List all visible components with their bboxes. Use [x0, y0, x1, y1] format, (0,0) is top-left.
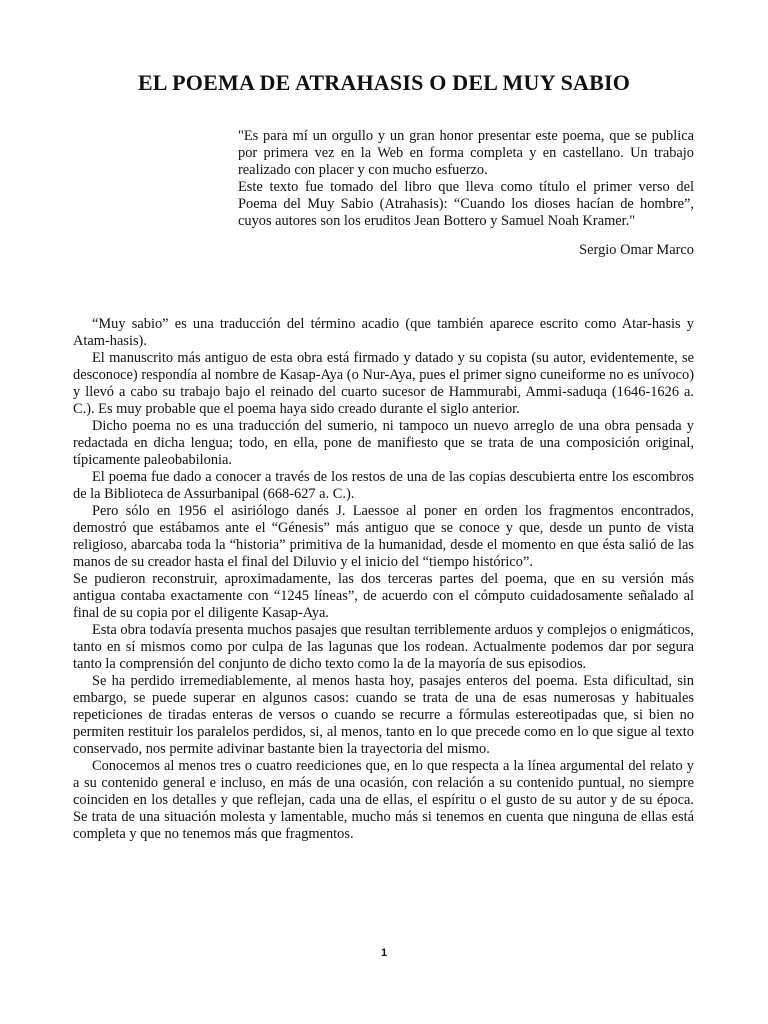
epigraph-block [238, 128, 694, 259]
body-paragraph: El poema fue dado a conocer a través de los restos de una de las copias descubierta entre los escombros de la Biblioteca de Assurbanipal (668-627 a. C.). [73, 469, 694, 502]
epigraph-author: Sergio Omar Marco [579, 242, 694, 258]
body-paragraph: Pero sólo en 1956 el asiriólogo danés J. Laessoe al poner en orden los fragmentos encontrados, demostró que estábamos ante el “Génesis” más antiguo que se conoce y que, desde un punto de vista religioso, abarcaba toda la “historia” primitiva de la humanidad, desde el momento en que ésta salió de las manos de su creador hasta el final del Diluvio y el inicio del “tiempo histórico”. [73, 503, 694, 570]
page-number: 1 [380, 947, 388, 959]
body-paragraph: Se ha perdido irremediablemente, al menos hasta hoy, pasajes enteros del poema. Esta dificultad, sin embargo, se puede superar en algunos casos: cuando se trata de una de esas numerosas y habituales repeticiones de tiradas enteras de versos o cuando se recurre a fórmulas estereotipadas que, si bien no permiten restituir los paralelos perdidos, si, al menos, tanto en lo que precede como en lo que sigue al texto conservado, nos permite adivinar bastante bien la trayectoria del mismo. [73, 673, 694, 757]
body-paragraph: Esta obra todavía presenta muchos pasajes que resultan terriblemente arduos y complejos o enigmáticos, tanto en sí mismos como por culpa de las lagunas que los rodean. Actualmente podemos dar por segura tanto la comprensión del conjunto de dicho texto como la de la mayoría de sus episodios. [73, 622, 694, 672]
epigraph-paragraph: Este texto fue tomado del libro que lleva como título el primer verso del Poema del Muy Sabio (Atrahasis): “Cuando los dioses hacían de hombre”, cuyos autores son los eruditos Jean Bottero y Samuel Noah Kramer." [238, 179, 694, 229]
body-paragraph: Dicho poema no es una traducción del sumerio, ni tampoco un nuevo arreglo de una obra pensada y redactada en dicha lengua; todo, en ella, pone de manifiesto que se trata de una composición original, típicamente paleobabilonia. [73, 418, 694, 468]
body-paragraph: Se pudieron reconstruir, aproximadamente, las dos terceras partes del poema, que en su versión más antigua contaba exactamente con “1245 líneas”, de acuerdo con el cómputo cuidadosamente señalado al final de su copia por el diligente Kasap-Aya. [73, 571, 694, 621]
body-paragraph: Conocemos al menos tres o cuatro reediciones que, en lo que respecta a la línea argumental del relato y a su contenido general e incluso, en más de una ocasión, con relación a su contenido puntual, no siempre coinciden en los detalles y que reflejan, cada una de ellas, el espíritu o el gusto de su autor y de su época. Se trata de una situación molesta y lamentable, mucho más si tenemos en cuenta que ninguna de ellas está completa y que no tenemos más que fragmentos. [73, 758, 694, 842]
document-title: EL POEMA DE ATRAHASIS O DEL MUY SABIO [137, 70, 631, 95]
body-paragraph: El manuscrito más antiguo de esta obra está firmado y datado y su copista (su autor, evidentemente, se desconoce) respondía al nombre de Kasap-Aya (o Nur-Aya, pues el primer signo cuneiforme no es unívoco) y llevó a cabo su trabajo bajo el reinado del cuarto sucesor de Hammurabi, Ammi-saduqa (1646-1626 a. C.). Es muy probable que el poema haya sido creado durante el siglo anterior. [73, 350, 694, 417]
body-text [73, 316, 694, 843]
epigraph-paragraph: "Es para mí un orgullo y un gran honor presentar este poema, que se publica por primera vez en la Web en forma completa y en castellano. Un trabajo realizado con placer y con mucho esfuerzo. [238, 128, 694, 178]
body-paragraph: “Muy sabio” es una traducción del término acadio (que también aparece escrito como Atar-hasis y Atam-hasis). [73, 316, 694, 349]
